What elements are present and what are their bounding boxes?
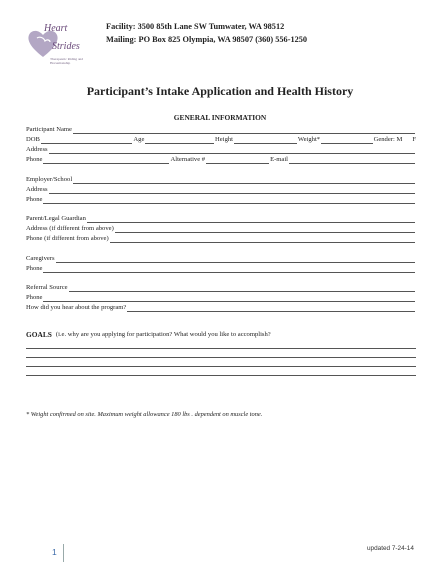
logo-word-strides: Strides	[52, 41, 80, 52]
guardian-address-field[interactable]	[115, 225, 415, 233]
caregivers-row	[26, 253, 416, 263]
weight-label: Weight*	[297, 136, 321, 143]
participant-name-field[interactable]	[73, 126, 415, 134]
caregivers-field[interactable]	[56, 255, 415, 263]
employer-row	[26, 174, 416, 184]
caregivers-phone-field[interactable]	[43, 265, 415, 273]
facility-address: Facility: 3500 85th Lane SW Tumwater, WA 98512	[106, 22, 285, 31]
height-label: Height	[215, 136, 233, 143]
dob-label: DOB	[26, 136, 40, 143]
alternative-label: Alternative #	[170, 156, 206, 163]
updated-date: updated 7-24-14	[367, 545, 414, 552]
weight-field[interactable]	[321, 136, 372, 144]
logo-word-heart: Heart	[44, 23, 68, 34]
guardian-address-label: Address (if different from above)	[26, 225, 114, 232]
mailing-address: Mailing: PO Box 825 Olympia, WA 98507 (360) 556-1250	[106, 35, 308, 44]
phone-field[interactable]	[43, 156, 169, 164]
gender-label: Gender: M	[373, 136, 403, 143]
goals-line[interactable]	[26, 366, 416, 367]
employer-phone-row	[26, 194, 416, 204]
address-label: Address	[26, 146, 48, 153]
address-field[interactable]	[49, 146, 415, 154]
gender-f-label: F	[412, 136, 416, 143]
weight-footnote: * Weight confirmed on site. Maximum weight allowance 180 lbs . dependent on muscle tone.	[26, 411, 263, 418]
participant-name-label: Participant Name	[26, 126, 72, 133]
employer-address-row	[26, 184, 416, 194]
guardian-phone-field[interactable]	[110, 235, 415, 243]
guardian-phone-row	[26, 233, 416, 243]
referral-field[interactable]	[69, 284, 415, 292]
goals-row	[26, 329, 416, 339]
section-heading: GENERAL INFORMATION	[173, 113, 267, 122]
employer-phone-label: Phone	[26, 196, 43, 203]
employer-phone-field[interactable]	[43, 196, 415, 204]
goals-line[interactable]	[26, 357, 416, 358]
guardian-row	[26, 213, 416, 223]
referral-phone-label: Phone	[26, 294, 43, 301]
employer-address-label: Address	[26, 186, 48, 193]
page-title: Participant’s Intake Application and Health History	[86, 84, 354, 98]
goals-label: GOALS	[26, 330, 52, 339]
alternative-field[interactable]	[206, 156, 269, 164]
dob-row	[26, 134, 416, 144]
age-label: Age	[133, 136, 145, 143]
guardian-label: Parent/Legal Guardian	[26, 215, 86, 222]
referral-row	[26, 282, 416, 292]
logo-tagline: Therapeutic Riding and Horsemanship	[50, 57, 84, 65]
participant-name-row	[26, 124, 416, 134]
caregivers-label: Caregivers	[26, 255, 55, 262]
email-field[interactable]	[289, 156, 415, 164]
dob-field[interactable]	[41, 136, 133, 144]
page-number: 1	[52, 547, 57, 557]
caregivers-phone-row	[26, 263, 416, 273]
hear-row	[26, 302, 416, 312]
footer-divider	[63, 544, 64, 562]
guardian-address-row	[26, 223, 416, 233]
age-field[interactable]	[145, 136, 214, 144]
referral-phone-field[interactable]	[43, 294, 415, 302]
phone-row	[26, 154, 416, 164]
caregivers-phone-label: Phone	[26, 265, 43, 272]
hear-field[interactable]	[127, 304, 415, 312]
employer-label: Employer/School	[26, 176, 73, 183]
goals-line[interactable]	[26, 375, 416, 376]
hear-label: How did you hear about the program?	[26, 304, 127, 311]
address-row	[26, 144, 416, 154]
employer-field[interactable]	[73, 176, 415, 184]
height-field[interactable]	[234, 136, 297, 144]
guardian-field[interactable]	[87, 215, 415, 223]
referral-label: Referral Source	[26, 284, 68, 291]
goals-question: (i.e. why are you applying for participation? What would you like to accomplish?	[55, 331, 271, 338]
referral-phone-row	[26, 292, 416, 302]
phone-label: Phone	[26, 156, 43, 163]
employer-address-field[interactable]	[49, 186, 415, 194]
email-label: E-mail	[270, 156, 289, 163]
guardian-phone-label: Phone (if different from above)	[26, 235, 109, 242]
goals-line[interactable]	[26, 348, 416, 349]
